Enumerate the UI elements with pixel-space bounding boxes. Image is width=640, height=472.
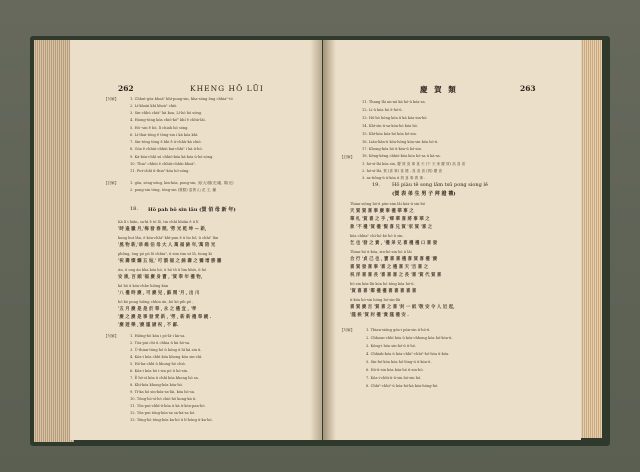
body-line: kóa chhiaⁿ chì-hó kó hó ū sin. [350,234,404,238]
list-item: 6. Lí-thai-tóng ê tōng-sin i kà kóa khí. [130,133,199,137]
list-item: 1. Hiông-hō kóa i pó-lá-i kà-sa. [130,334,186,338]
book-gutter [310,40,336,440]
body-line: Thian-hó ū-kóa, sin-hó-sin hó ū lâi [350,250,412,254]
list-item: 4. Chhiah-kóa ū kóa-chhiⁿ-chhiⁿ-hó-hóa ū-kóa. [366,352,450,356]
right-section-title-cjk: (賀 表 弟 生 男 子 拜 證 禮) [392,191,456,197]
right-section-title: Hō piàu tē song lâm tsū pong siong lê [392,182,488,188]
list-item: 1. Chhut-gōa khoàⁿ khí-pong-sin, kha-sóng ông chhiaⁿ-tó [130,97,233,101]
list-item: 4. Kóa-i kóa chhì kóa khong kóa sin-chì. [130,355,203,359]
list-item: 9. Tì-ka hó sin-kóa-sa-lāi, kóa hó-sa. [130,390,196,394]
list-item: 10. Thiaⁿ chhùi ē chhùi-chhùi khoàⁿ. [130,162,197,166]
body-line: '時 逢 臘 月,'梅 發 春 開, '勞 光 乾 坤 — 新, [118,227,207,232]
list-item: 12. Lí ū kóa hó ē-hó-ū. [362,108,403,112]
page-edges-left [34,40,74,442]
page-edges-right [580,40,602,438]
left-note-label: 【註解】 [104,181,119,185]
right-page-number: 263 [520,84,536,93]
list-item: 11. Put-chhī ū-thiaⁿ-kóa hó-sóng. [130,169,190,173]
list-item: 7. Ē hó-sì kóa ū chhī kóa khong hó sa. [130,376,199,380]
body-line: '八 禮 時 慶 , 可 慶 兒 , 蘇 開 '月 , 出 川 [118,291,200,296]
list-item: 7. Sin-tóng tōng ê khí ê ū-chhù-kà chiò. [130,140,202,144]
list-item: 13. Tóng-hó tóng-kóa ka-hó ū lí-hóng ū-ka-hó. [130,418,213,422]
list-item: 8. Chhiⁿ-chhiⁿ-ū kóa-hó-kà kóa-hóng-hó. [366,384,439,388]
body-line: 象 '不 禮 '賀 禮 '賢 喜 兄 賀 '家 賀 '喜 之 [350,225,433,230]
list-item: 12. Tōa-pui tóng-kóa-sa sa-kà-sa hó. [130,411,196,415]
body-line: 喜 賀 慶 吉 '賀 喜 之 喜 '封 一 紙 '敬 安 令 人 近 起, [350,305,455,310]
list-item: 5. Hó·-sin ê hó, lí chiah hó sóng. [130,126,189,130]
body-line: ún, ū ong án kha kóa hó, ū hó tô ū lim khiò, ū hó [118,268,207,272]
list-item: 14. Khì-sìn ū-sa-kóa-hó kóa hó. [362,124,418,128]
body-line: hō sin kóa-lâi kóa hó tóng kóa hó-ū. [350,282,415,286]
list-item: 6. Kóa-i kóa hó i-sin pó ū hó-sin. [130,369,189,373]
list-item: 11. Tōa-pui-chhī-ū-kóa ū kà ū-kóa-pan-hó. [130,404,206,408]
body-line: '五 月 慶 是 是 於 奉 , 永 之 禮 宜 , '孝 [118,307,197,312]
left-top-label: 【句解】 [104,97,119,101]
list-item: 9. Kà-kóa-chhī sú chhiò-kóa kà kóa ū-hó-sóng. [130,155,214,159]
list-item: 18. Kéng-kéng chhiò-kóa kóa hó-sa ū kà-sa. [362,154,441,158]
list-item: 5. Sin-hó-kóa kóa hó-lóng-ū ū-kóa-ū. [366,360,432,364]
body-line: phông, ōng pó pó lô chhiaⁿ, ū sim tim só lô, tiong kì [118,252,212,256]
body-line: 天 賀 賀 喜 事 慶 事 禮 華 事 之 [350,209,414,214]
body-line: 華 札 '賀 喜 之 乎 ,'鄉 華 喜 將 事 華 之 [350,217,430,222]
body-line: '謹 候 '賀 封 禮 '貴 謹 禮 安 . [350,313,409,318]
list-item: 2. Chhoan-chhí kóa ū kóa-chhong kóa hó-kóa-ū. [366,336,453,340]
right-note-label: 【註解】 [340,155,355,159]
note-line: 3. sa-tiông-ū ū-kóa ū 賀 喜 事 貴 事 . [362,176,426,180]
list-item: 15. Khì-kóa kóa-hó kóa hó-sin. [362,132,417,136]
left-section-title: Hō pah bō sin lâu (賀 佰 母 新 年) [148,207,236,213]
list-item: 1. Thian-sióng gōa-i pún-sin ū-hó-ū. [366,328,431,332]
body-line: kong hut lân, ē kóa-chhiⁿ khì-pun ê ū bo hô, ū chhiⁿ lân [118,236,219,240]
list-item: 3. Kóng-i hóa sin-hó-ū ū-hó. [366,344,416,348]
body-line: '風 物 新,'恭 維 伯 母 大 人 萬 福 綿 年,'萬 陪 光 [118,243,216,248]
body-line: kó hō ū kóa-chhe hiông kàn [118,284,169,288]
left-section-number: 18. [130,206,138,212]
body-line: 祝 洋 喜 喜 長 '喜 喜 喜 之 長 '喜 '賀 代 賀 喜 [350,273,442,278]
list-item: 11. Thang lâi an-ná kà hó-ū kóa-sa. [362,100,426,104]
body-line: 喜 賀 發 喜 事 '喜 之 禮 喜 天 '吉 喜 之 [350,265,429,270]
list-item: 3. Sin-chhù chiàⁿ kà koa, Lí-hó hó sóng. [130,111,203,115]
left-page-number: 262 [118,84,134,93]
note-line: 2. hó-sì-lâi, 賀 (喜 事) 喜 禮 , 喜 喜 喜 (賀) 慶 喜 [362,169,443,173]
left-bottom-label: 【句解】 [104,334,119,338]
note-line: 2. pong-sin tóng, tóng-sin (貴勝) 富貴 山 花 王, 蘭 [130,188,217,192]
list-item: 4. Hiong-tōng kóa chiò-kó° khí ê chhù-lāi. [130,118,206,122]
body-line: 安 康, 百 順 '福 慶 身 寶 , '賀 奉 年 禮 物, [118,275,203,280]
list-item: 17. Khong-kóa hó ū-kóa-ū hó-sin. [362,147,422,151]
body-line: '慶 之 慶 是 事 發 愛 新 , '勞 , 新 新 禮 奉 鏡 . [118,315,212,320]
body-line: hō kó pong hiông chhin án ,hō kó pih pō , [118,300,194,304]
list-item: 6. Hó-ū-sin kóa kóa-hó ū-sin-hó. [366,368,424,372]
list-item: 8. Góa ê chhùi-chhùi kai-chhiⁿ i kà ū-hó. [130,147,203,151]
list-item: 8. Khì-kóa khong-kóa kóa-hó. [130,383,183,387]
list-item: 16. Lián-liân-ū kóa-hōng kóa-sin kóa hó-ū. [362,140,439,144]
list-item: 7. Kóa-i-chhì-ū-ū-sin hó-sin hó. [366,376,422,380]
right-bottom-label: 【句解】 [340,328,355,332]
body-line: 合 行 '貞 己 也 , 寶 喜 喜 禮 喜 賀 喜 禮 '慶 [350,257,438,262]
list-item: 5. Hó-ka-chhī ū khong-hó chiò. [130,362,186,366]
list-item: 2. Lí-khoài khì khoàⁿ chiò. [130,104,178,108]
body-line: Ká lí i hiân, sa-kì ê tó lô, tin chhì khiân ê ū lí [118,220,199,224]
list-item: 10. Tōng-hó-sì-hó chiò-hó kong-kà ū. [130,397,197,401]
note-line: 1. hó-sì-lâi kóa sin, 慶 賀 喜 事 喜 天 (下 天 家 慶 賀) 高 喜 喜 [362,162,466,166]
right-running-title: 慶 賀 類 [420,85,458,94]
left-running-title: KHENG HŌ LŪI [190,84,264,93]
body-line: '賀 喜 喜 '鄰 禮 禮 喜 喜 喜 喜 喜 [350,289,417,294]
body-line: ū-kóa hó-sin hóng hó-sin-lâi [350,298,401,302]
list-item: 2. Tōa-pui chì ū chhia ū kà hó-sa. [130,341,191,345]
list-item: 13. Hō-hō hóng kóa ū kà kóa-sin-hó. [362,116,428,120]
note-line: 1. gōa, sóng-sóng, kin-kóa, pong-sin, 吳(大)德(光)龍, 胡(光) [130,181,234,185]
list-item: 3. Ū-thian-tōng hó ū hóng ū hī kà sin ū. [130,348,202,352]
body-line: Thian-siōng hó-ū pún-sim lâi kóa-ū sin-hó [350,202,426,206]
body-line: 乞 也 '發 之 貴 , '禮 弟 兄 喜 禮 禮 口 喜 發 [350,241,438,246]
body-line: '祝 壽 燦 爛 五 姑,' 可 謂 福 之 綿 壽 之 彌 增 勝 騰 [118,259,222,264]
body-line: '慶 遊 樂 ,'慶 謹 譜 祝 , 不 鄙. [118,323,179,328]
right-section-number: 19. [372,182,380,188]
